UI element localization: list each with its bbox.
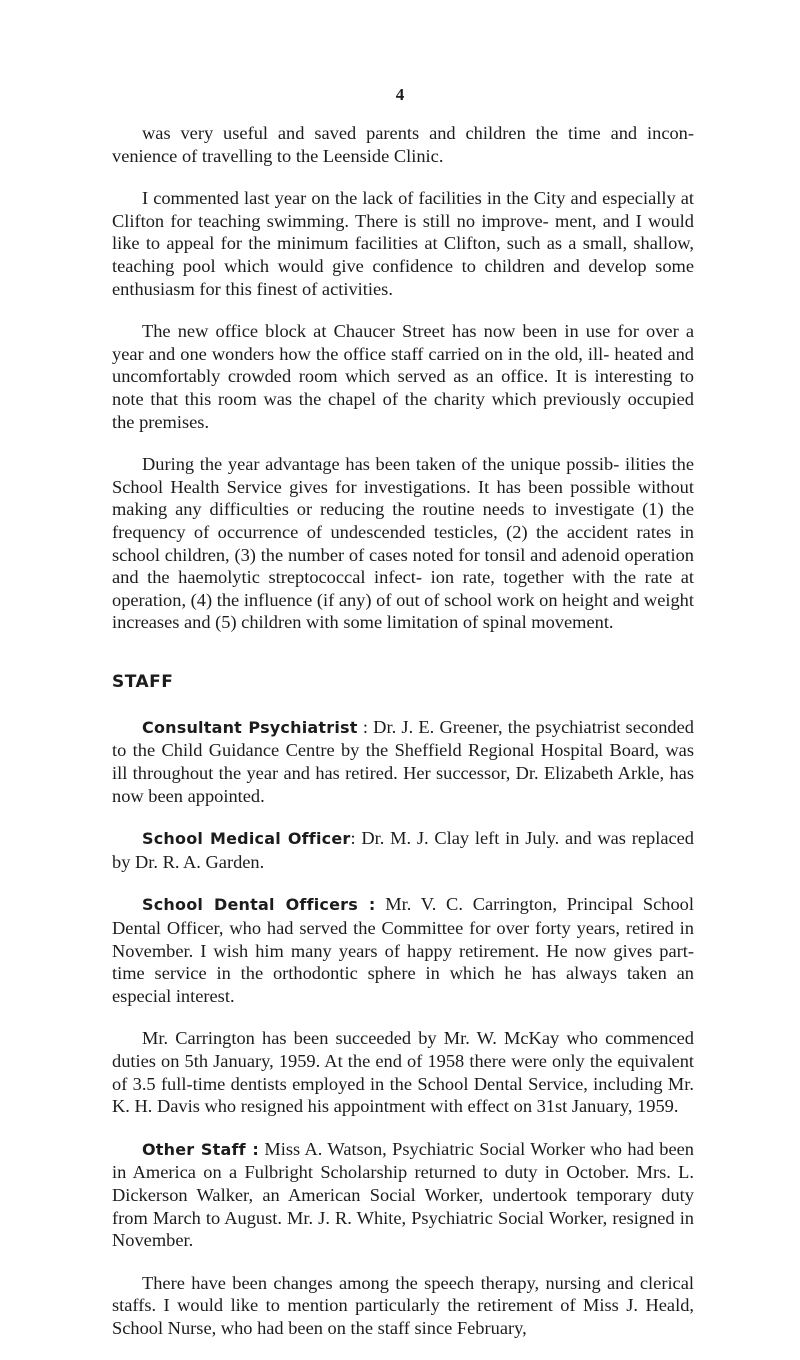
paragraph-clinic-travel: was very useful and saved parents and children the time and incon- venience of travelling to the Leenside Clinic. (112, 123, 694, 166)
other-staff-text: Miss A. Watson, Psychiatric Social Worker who had been in America on a Fulbright Scholarship returned to duty in October. Mrs. L. Dickerson Walker, an American Social Worker, undertook temporary duty from March to August. Mr. J. R. White, Psychiatric Social Worker, resigned in November. (112, 1138, 694, 1251)
document-body (112, 122, 694, 1360)
paragraph-school-medical-officer (112, 827, 694, 873)
section-heading-staff: STAFF (112, 671, 174, 692)
paragraph-school-dental-officers (112, 893, 694, 1007)
paragraph-dental-successor: Mr. Carrington has been succeeded by Mr. W. McKay who commenced duties on 5th January, 1959. At the end of 1958 there were only the equivalent of 3.5 full-time dentists employed in the School Dental Service, including Mr. K. H. Davis who resigned his appointment with effect on 31st January, 1959. (112, 1028, 694, 1117)
run-in-heading-medical-officer: School Medical Officer (142, 829, 351, 849)
paragraph-office-block: The new office block at Chaucer Street has now been in use for over a year and one wonders how the office staff carried on in the old, ill- heated and uncomfortably crowded room which served as an office. It is interesting to note that this room was the chapel of the charity which previously occupied the premises. (112, 321, 694, 432)
paragraph-staff-changes: There have been changes among the speech therapy, nursing and clerical staffs. I would like to mention particularly the retirement of Miss J. Heald, School Nurse, who had been on the staff since February, (112, 1272, 694, 1338)
run-in-heading-consultant: Consultant Psychiatrist (142, 717, 358, 737)
medical-officer-text: : Dr. M. J. Clay left in July. and was replaced by Dr. R. A. Garden. (112, 828, 694, 872)
paragraph-swimming-facilities: I commented last year on the lack of facilities in the City and especially at Clifton for teaching swimming. There is still no improve- ment, and I would like to appeal for the minimum facilities at Clifton, such as a small, shallow, teaching pool which would give confidence to children and develop some enthusiasm for this finest of activities. (112, 188, 694, 299)
dental-officers-text: Mr. V. C. Carrington, Principal School Dental Officer, who had served the Committee for over forty years, retired in November. I wish him many years of happy retirement. He now gives part-time service in the orthodontic sphere in which he has always taken an especial interest. (112, 894, 694, 1006)
consultant-text: : Dr. J. E. Greener, the psychiatrist seconded to the Child Guidance Centre by the Sheffield Regional Hospital Board, was ill throughout the year and has retired. Her successor, Dr. Elizabeth Arkle, has now been appointed. (112, 716, 694, 806)
paragraph-investigations: During the year advantage has been taken of the unique possib- ilities the School Health Service gives for investigations. It has been possible without making any difficulties or reducing the routine needs to investigate (1) the frequency of occurrence of undescended testicles, (2) the accident rates in school children, (3) the number of cases noted for tonsil and adenoid operation and the haemolytic streptococcal infect- ion rate, together with the rate at operation, (4) the influence (if any) of out of school work on height and weight increases and (5) children with some limitation of spinal movement. (112, 454, 694, 633)
paragraph-other-staff (112, 1138, 694, 1252)
run-in-heading-other-staff: Other Staff : (142, 1139, 259, 1159)
paragraph-consultant-psychiatrist (112, 716, 694, 807)
run-in-heading-dental-officers: School Dental Officers : (142, 895, 376, 915)
page-number: 4 (395, 85, 405, 104)
